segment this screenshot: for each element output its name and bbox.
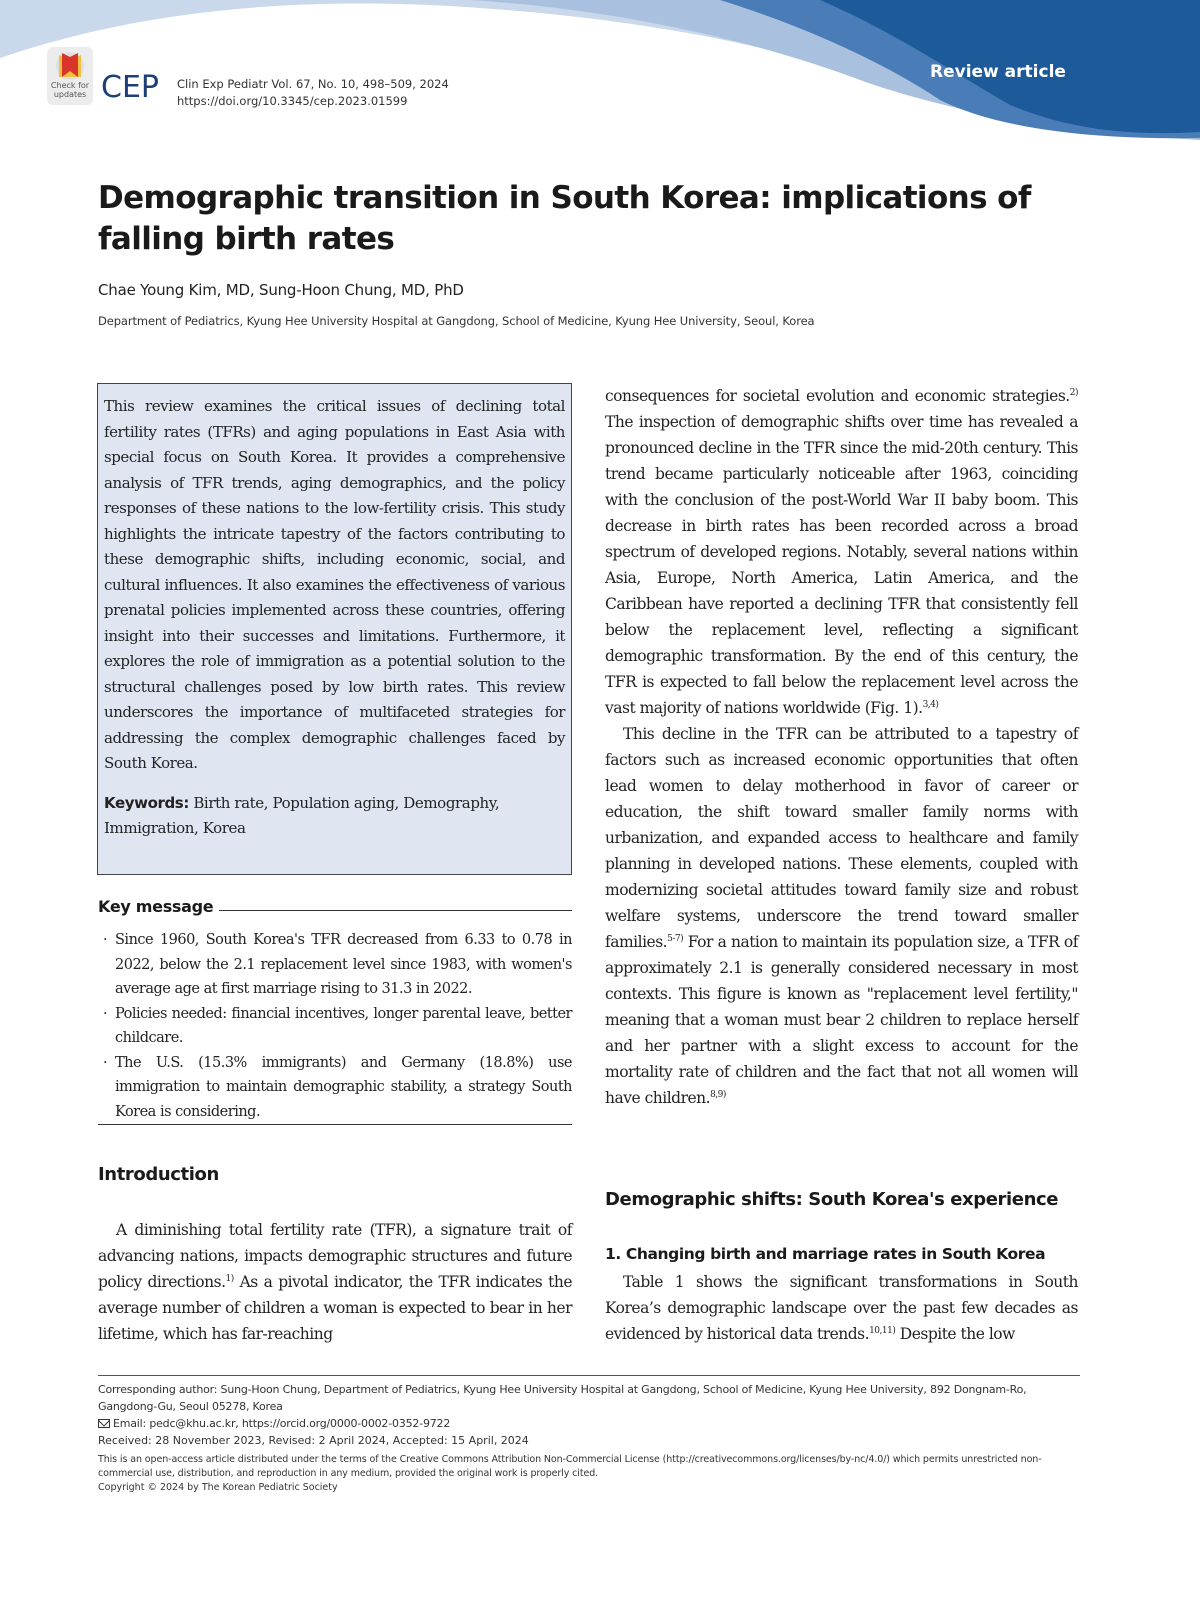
key-message-item: · The U.S. (15.3% immigrants) and Germany (18.8%) use immigration to maintain demographic stability, a strategy South Korea is considering. (98, 1051, 572, 1125)
keywords (104, 791, 565, 842)
key-message-bottom-rule (98, 1124, 572, 1125)
keywords-label: Keywords: (104, 793, 189, 812)
license-text: This is an open-access article distributed under the terms of the Creative Commons Attribution Non-Commercial License (http://creativecommons.org/licenses/by-nc/4.0/) which permits unrestricted non-commercial use, distribution, and reproduction in any medium, provided the original work is properly cited. (98, 1454, 1042, 1479)
footer-rule (98, 1375, 1080, 1376)
author-list: Chae Young Kim, MD, Sung-Hoon Chung, MD, PhD (98, 281, 464, 299)
intro-text-b: As a pivotal indicator, the TFR indicates the average number of children a woman is expected to bear in her lifetime, which has far-reaching (98, 1273, 573, 1343)
corresponding-author: Corresponding author: Sung-Hoon Chung, Department of Pediatrics, Kyung Hee University Hospital at Gangdong, School of Medicine, Kyung Hee University, 892 Dongnam-Ro, Gangdong-Gu, Seoul 05278, Korea (98, 1383, 1027, 1413)
key-message-rule (219, 910, 572, 911)
body-text: This decline in the TFR can be attributed to a tapestry of factors such as increased economic opportunities that often lead women to delay motherhood in favor of career or education, the shift toward smaller family norms with urbanization, and expanded access to healthcare and family planning in developed nations. These elements, coupled with modernizing societal attitudes toward family size and robust welfare systems, underscore the trend toward smaller families. (605, 725, 1078, 951)
reference-link[interactable]: 5-7) (667, 933, 684, 944)
citation-doi-link[interactable]: https://doi.org/10.3345/cep.2023.01599 (177, 94, 408, 108)
body-text: The inspection of demographic shifts over time has revealed a pronounced decline in the TFR since the mid-20th century. This trend became particularly noticeable after 1963, coinciding with the conclusion of the post-World War II baby boom. This decrease in birth rates has been recorded across a broad spectrum of developed regions. Notably, several nations within Asia, Europe, North America, Latin America, and the Caribbean have reported a declining TFR that consistently fell below the replacement level, reflecting a significant demographic transformation. By the end of this century, the TFR is expected to fall below the replacement level across the vast majority of nations worldwide (Fig. 1). (605, 413, 1078, 717)
introduction-paragraph (98, 1217, 572, 1347)
journal-logo: CEP (101, 70, 159, 105)
body-text: consequences for societal evolution and economic strategies. (605, 387, 1070, 405)
citation-volume: Clin Exp Pediatr Vol. 67, No. 10, 498–509, 2024 (177, 77, 449, 91)
intro-text-a: A diminishing total fertility rate (TFR), a signature trait of advancing nations, impacts demographic structures and future policy directions. (98, 1221, 572, 1291)
body-paragraph (605, 721, 1078, 1111)
key-message-header (98, 895, 572, 917)
body-paragraph (605, 1269, 1078, 1347)
body-text: Despite the low (895, 1325, 1015, 1343)
reference-link[interactable]: 2) (1069, 387, 1078, 398)
body-text: Table 1 shows the significant transformations in South Korea’s demographic landscape over the past few decades as evidenced by historical data trends. (605, 1273, 1078, 1343)
article-title: Demographic transition in South Korea: implications of falling birth rates (98, 180, 1031, 257)
check-for-updates-label: Check for updates (50, 81, 90, 99)
reference-link[interactable]: 8,9) (710, 1089, 726, 1100)
birth-marriage-subheading: 1. Changing birth and marriage rates in South Korea (605, 1245, 1046, 1263)
email-icon (98, 1419, 110, 1428)
reference-link[interactable]: 10,11) (869, 1325, 896, 1336)
article-type-label: Review article (930, 62, 1066, 82)
footer (98, 1381, 1080, 1495)
reference-link[interactable]: 1) (225, 1273, 234, 1284)
body-text: For a nation to maintain its population size, a TFR of approximately 2.1 is generally considered necessary in most contexts. This figure is known as "replacement level fertility," meaning that a woman must bear 2 children to replace herself and her partner with a slight excess to account for the mortality rate of children and the fact that not all women will have children. (605, 933, 1078, 1107)
key-message-item: · Policies needed: financial incentives, longer parental leave, better childcare. (98, 1002, 572, 1051)
key-message-heading: Key message (98, 896, 214, 916)
citation-info (177, 76, 449, 110)
keywords-list: Birth rate, Population aging, Demography, Immigration, Korea (104, 793, 500, 837)
contact-line (98, 1415, 1080, 1432)
author-affiliation: Department of Pediatrics, Kyung Hee University Hospital at Gangdong, School of Medicine, Kyung Hee University, Seoul, Korea (98, 314, 815, 328)
introduction-body (98, 1217, 572, 1347)
demographic-shifts-heading: Demographic shifts: South Korea's experience (605, 1189, 1059, 1210)
right-column-body (605, 383, 1078, 1111)
subsection-body (605, 1269, 1078, 1347)
article-dates: Received: 28 November 2023, Revised: 2 April 2024, Accepted: 15 April, 2024 (98, 1434, 529, 1447)
key-message-item: · Since 1960, South Korea's TFR decreased from 6.33 to 0.78 in 2022, below the 2.1 replacement level since 1983, with women's average age at first marriage rising to 31.3 in 2022. (98, 928, 572, 1002)
body-paragraph (605, 383, 1078, 721)
key-message-list (98, 928, 572, 1124)
abstract-box (97, 383, 572, 875)
copyright-text: Copyright © 2024 by The Korean Pediatric Society (98, 1482, 338, 1493)
abstract-text: This review examines the critical issues of declining total fertility rates (TFRs) and aging populations in East Asia with special focus on South Korea. It provides a comprehensive analysis of TFR trends, aging demographics, and the policy responses of these nations to the low-fertility crisis. This study highlights the intricate tapestry of the factors contributing to these demographic shifts, including economic, social, and cultural influences. It also examines the effectiveness of various prenatal policies implemented across these countries, offering insight into their successes and limitations. Furthermore, it explores the role of immigration as a potential solution to the structural challenges posed by low birth rates. This review underscores the importance of multifaceted strategies for addressing the complex demographic challenges faced by South Korea. (104, 397, 565, 772)
contact-email[interactable]: Email: pedc@khu.ac.kr, https://orcid.org/0000-0002-0352-9722 (113, 1417, 451, 1430)
introduction-heading: Introduction (98, 1164, 219, 1185)
reference-link[interactable]: 3,4) (922, 699, 939, 710)
